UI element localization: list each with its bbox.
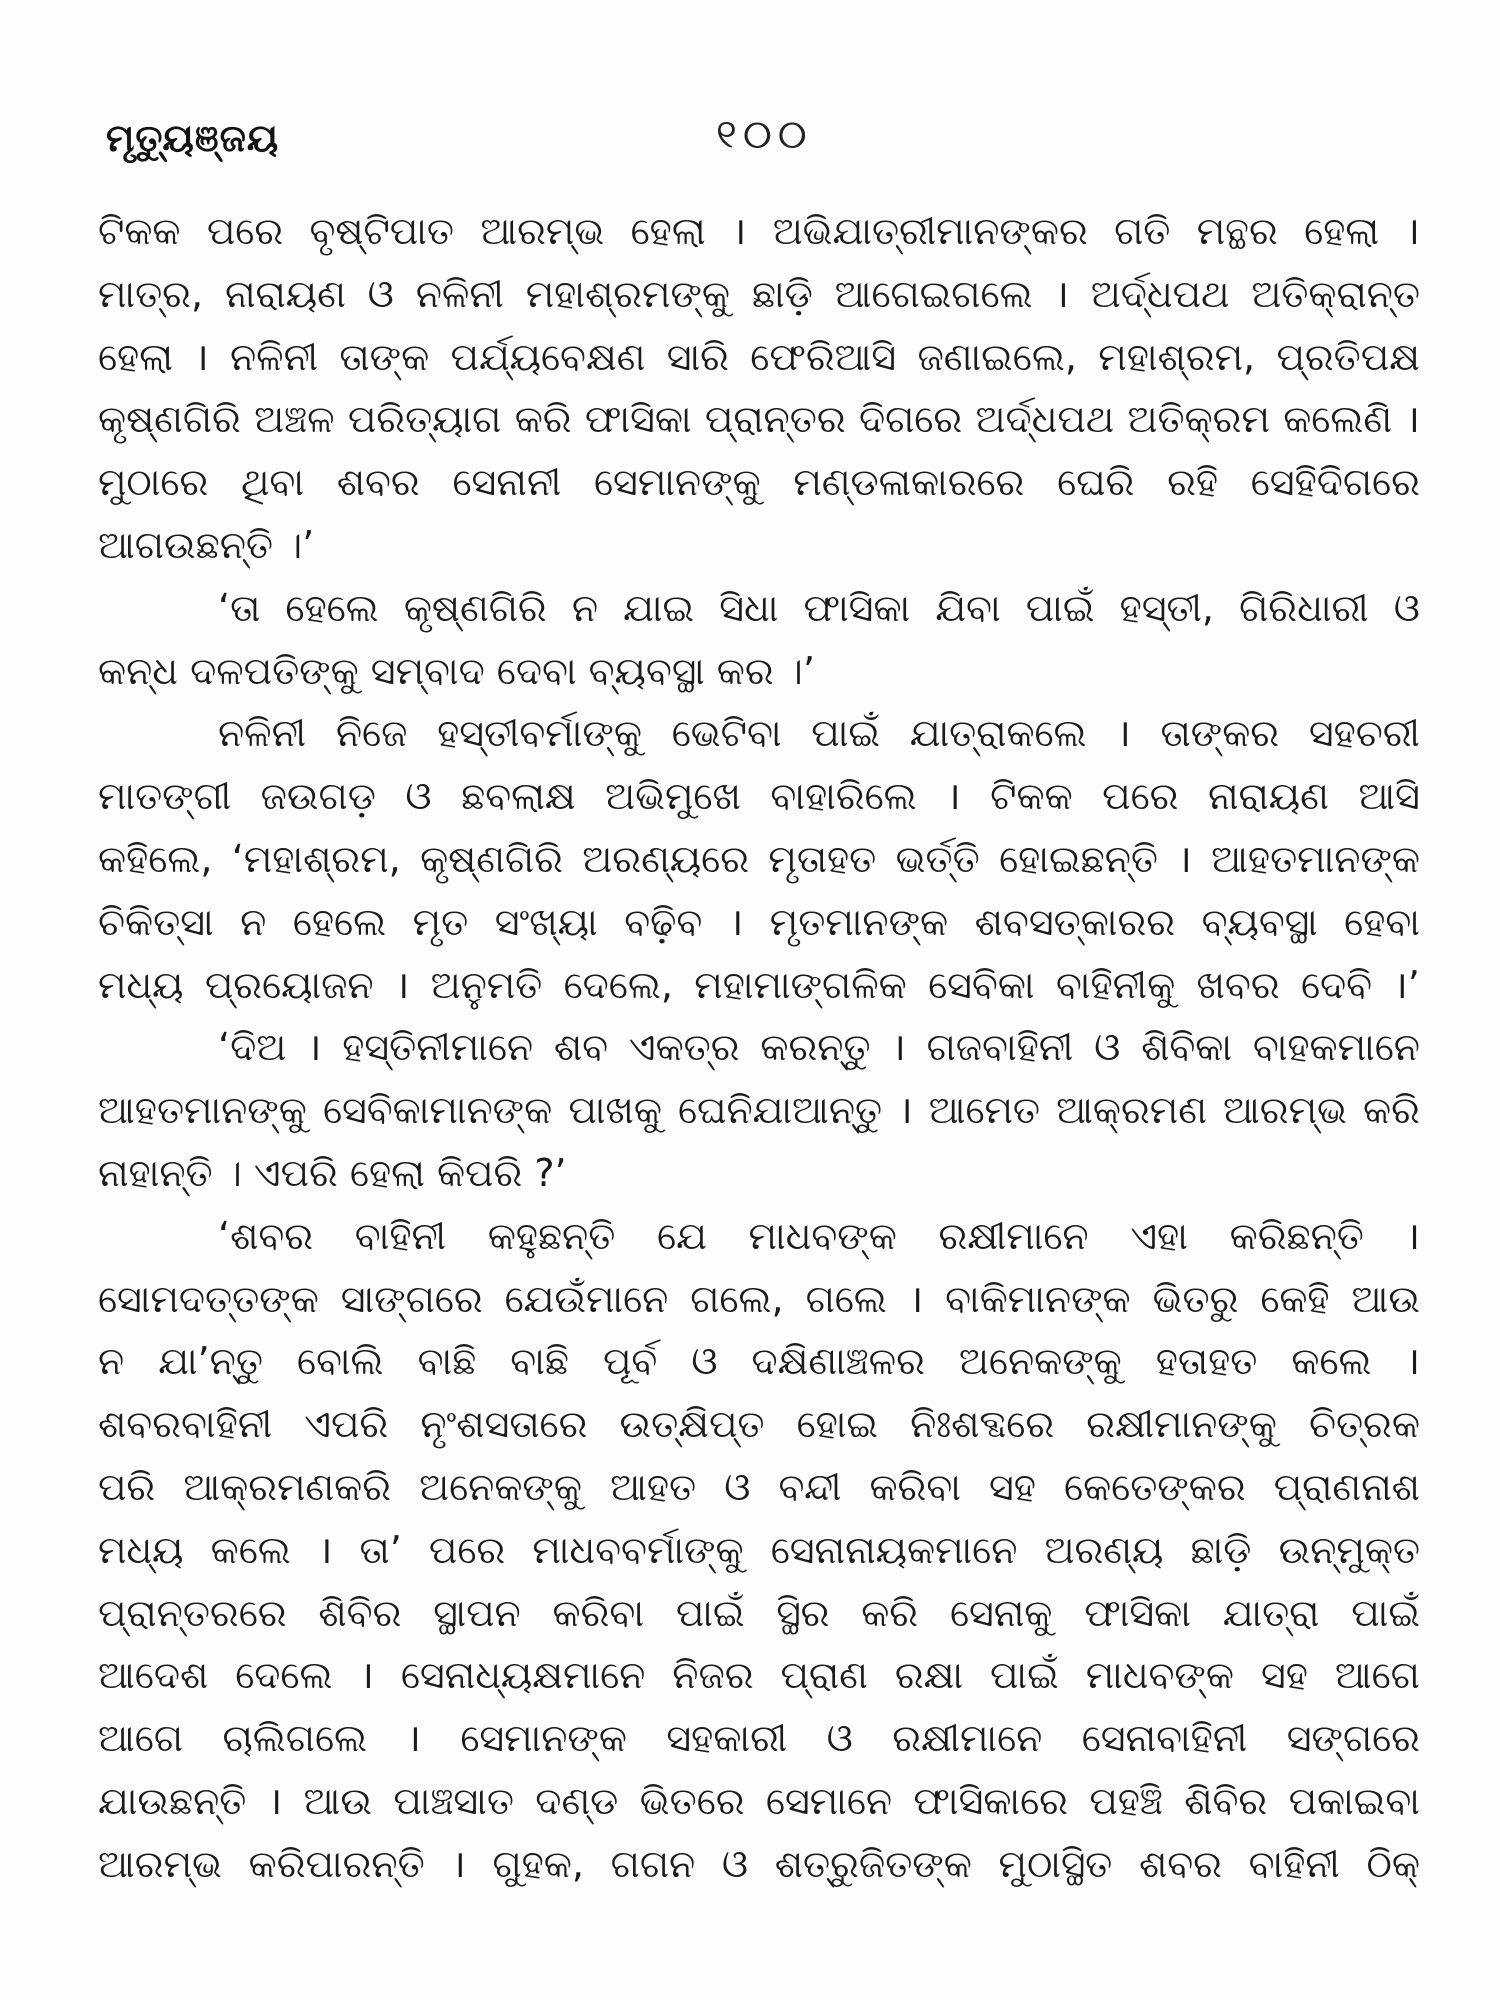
running-head <box>106 110 1426 170</box>
text-line: ମଧ୍ୟ ପ୍ରୟୋଜନ । ଅନୁମତି ଦେଲେ, ମହାମାଙ୍ଗଳିକ ସେବିକା ବାହିନୀକୁ ଖବର ଦେବି ।’ <box>98 962 1420 1007</box>
text-line: ଆଗଉଛନ୍ତି ।’ <box>98 522 315 567</box>
body-text <box>98 200 1420 1896</box>
text-line: ଶବରବାହିନୀ ଏପରି ନୃଂଶସତାରେ ଉତ୍କ୍ଷିପ୍ତ ହୋଇ ନିଃଶବ୍ଦରେ ରକ୍ଷୀମାନଙ୍କୁ ଚିତ୍ରକ <box>98 1402 1420 1447</box>
text-line: କୃଷ୍ଣଗିରି ଅଞ୍ଚଳ ପରିତ୍ୟାଗ କରି ଫାସିକା ପ୍ରାନ୍ତର ଦିଗରେ ଅର୍ଦ୍ଧପଥ ଅତିକ୍ରମ କଲେଣି । <box>98 397 1420 442</box>
text-line: କନ୍ଧ ଦଳପତିଙ୍କୁ ସମ୍ବାଦ ଦେବା ବ୍ୟବସ୍ଥା କର ।’ <box>98 648 815 693</box>
text-line: ‘ଶବର ବାହିନୀ କହୁଛନ୍ତି ଯେ ମାଧବଙ୍କ ରକ୍ଷୀମାନେ ଏହା କରିଛନ୍ତି । <box>218 1213 1420 1258</box>
text-line: ପରି ଆକ୍ରମଣକରି ଅନେକଙ୍କୁ ଆହତ ଓ ବନ୍ଦୀ କରିବା ସହ କେତେଙ୍କର ପ୍ରାଣନାଶ <box>98 1464 1420 1509</box>
text-line: ‘ତା ହେଲେ କୃଷ୍ଣଗିରି ନ ଯାଇ ସିଧା ଫାସିକା ଯିବା ପାଇଁ ହସ୍ତୀ, ଗିରିଧାରୀ ଓ <box>218 585 1420 630</box>
text-line: ମାତଙ୍ଗୀ ଜଉଗଡ଼ ଓ ଛବଲାକ୍ଷ ଅଭିମୁଖେ ବାହାରିଲେ । ଟିକକ ପରେ ନାରାୟଣ ଆସି <box>98 774 1420 819</box>
text-line: ପ୍ରାନ୍ତରରେ ଶିବିର ସ୍ଥାପନ କରିବା ପାଇଁ ସ୍ଥିର କରି ସେନାକୁ ଫାସିକା ଯାତ୍ରା ପାଇଁ <box>98 1590 1420 1635</box>
book-title: ମୃତ୍ୟୁଞ୍ଜୟ <box>106 116 280 160</box>
text-line: ଆଗେ ଚାଲିଗଲେ । ସେମାନଙ୍କ ସହକାରୀ ଓ ରକ୍ଷୀମାନେ ସେନାବାହିନୀ ସଙ୍ଗରେ <box>98 1716 1420 1761</box>
text-line: ‘ଦିଅ । ହସ୍ତିନୀମାନେ ଶବ ଏକତ୍ର କରନ୍ତୁ । ଗଜବାହିନୀ ଓ ଶିବିକା ବାହକମାନେ <box>218 1025 1420 1070</box>
text-line: ଯାଉଛନ୍ତି । ଆଉ ପାଞ୍ଚସାତ ଦଣ୍ଡ ଭିତରେ ସେମାନେ ଫାସିକାରେ ପହଞ୍ଚି ଶିବିର ପକାଇବା <box>98 1778 1420 1823</box>
text-line: ନଳିନୀ ନିଜେ ହସ୍ତୀବର୍ମାଙ୍କୁ ଭେଟିବା ପାଇଁ ଯାତ୍ରାକଲେ । ତାଙ୍କର ସହଚରୀ <box>218 711 1420 756</box>
text-line: ନ ଯା’ନ୍ତୁ ବୋଲି ବାଛି ବାଛି ପୂର୍ବ ଓ ଦକ୍ଷିଣାଞ୍ଚଳର ଅନେକଙ୍କୁ ହତାହତ କଲେ । <box>98 1339 1420 1384</box>
text-line: ସୋମଦତ୍ତଙ୍କ ସାଙ୍ଗରେ ଯେଉଁମାନେ ଗଲେ, ଗଲେ । ବାକିମାନଙ୍କ ଭିତରୁ କେହି ଆଉ <box>98 1276 1420 1321</box>
text-line: ଟିକକ ପରେ ବୃଷ୍ଟିପାତ ଆରମ୍ଭ ହେଲା । ଅଭିଯାତ୍ରୀମାନଙ୍କର ଗତି ମନ୍ଥର ହେଲା । <box>98 209 1420 253</box>
page-number: ୧୦୦ <box>716 112 813 158</box>
text-line: ମଧ୍ୟ କଲେ । ତା’ ପରେ ମାଧବବର୍ମାଙ୍କୁ ସେନାନାୟକମାନେ ଅରଣ୍ୟ ଛାଡ଼ି ଉନ୍ମୁକ୍ତ <box>98 1527 1420 1572</box>
text-line: ଆଦେଶ ଦେଲେ । ସେନାଧ୍ୟକ୍ଷମାନେ ନିଜର ପ୍ରାଣ ରକ୍ଷା ପାଇଁ ମାଧବଙ୍କ ସହ ଆଗେ <box>98 1653 1420 1698</box>
text-line: ଆହତମାନଙ୍କୁ ସେବିକାମାନଙ୍କ ପାଖକୁ ଘେନିଯାଆନ୍ତୁ । ଆମେତ ଆକ୍ରମଣ ଆରମ୍ଭ କରି <box>98 1088 1420 1133</box>
text-line: ମାତ୍ର, ନାରାୟଣ ଓ ନଳିନୀ ମହାଶ୍ରମଙ୍କୁ ଛାଡ଼ି ଆଗେଇଗଲେ । ଅର୍ଦ୍ଧପଥ ଅତିକ୍ରାନ୍ତ <box>98 271 1420 316</box>
text-line: ହେଲା । ନଳିନୀ ତାଙ୍କ ପର୍ଯ୍ୟବେକ୍ଷଣ ସାରି ଫେରିଆସି ଜଣାଇଲେ, ମହାଶ୍ରମ, ପ୍ରତିପକ୍ଷ <box>98 334 1420 379</box>
text-line: ନାହାନ୍ତି । ଏପରି ହେଲା କିପରି ?’ <box>98 1150 567 1195</box>
text-line: ମୁଠାରେ ଥିବା ଶବର ସେନାନୀ ସେମାନଙ୍କୁ ମଣ୍ଡଳାକାରରେ ଘେରି ରହି ସେହିଦିଗରେ <box>98 460 1420 505</box>
text-line: କହିଲେ, ‘ମହାଶ୍ରମ, କୃଷ୍ଣଗିରି ଅରଣ୍ୟରେ ମୃତାହତ ଭର୍ତ୍ତି ହୋଇଛନ୍ତି । ଆହତମାନଙ୍କ <box>98 836 1420 881</box>
text-line: ଆରମ୍ଭ କରିପାରନ୍ତି । ଗୁହକ, ଗଗନ ଓ ଶତ୍ରୁଜିତଙ୍କ ମୁଠାସ୍ଥିତ ଶବର ବାହିନୀ ଠିକ୍ <box>98 1841 1420 1886</box>
text-line: ଚିକିତ୍ସା ନ ହେଲେ ମୃତ ସଂଖ୍ୟା ବଢ଼ିବ । ମୃତମାନଙ୍କ ଶବସତ୍କାରର ବ୍ୟବସ୍ଥା ହେବା <box>98 899 1420 944</box>
